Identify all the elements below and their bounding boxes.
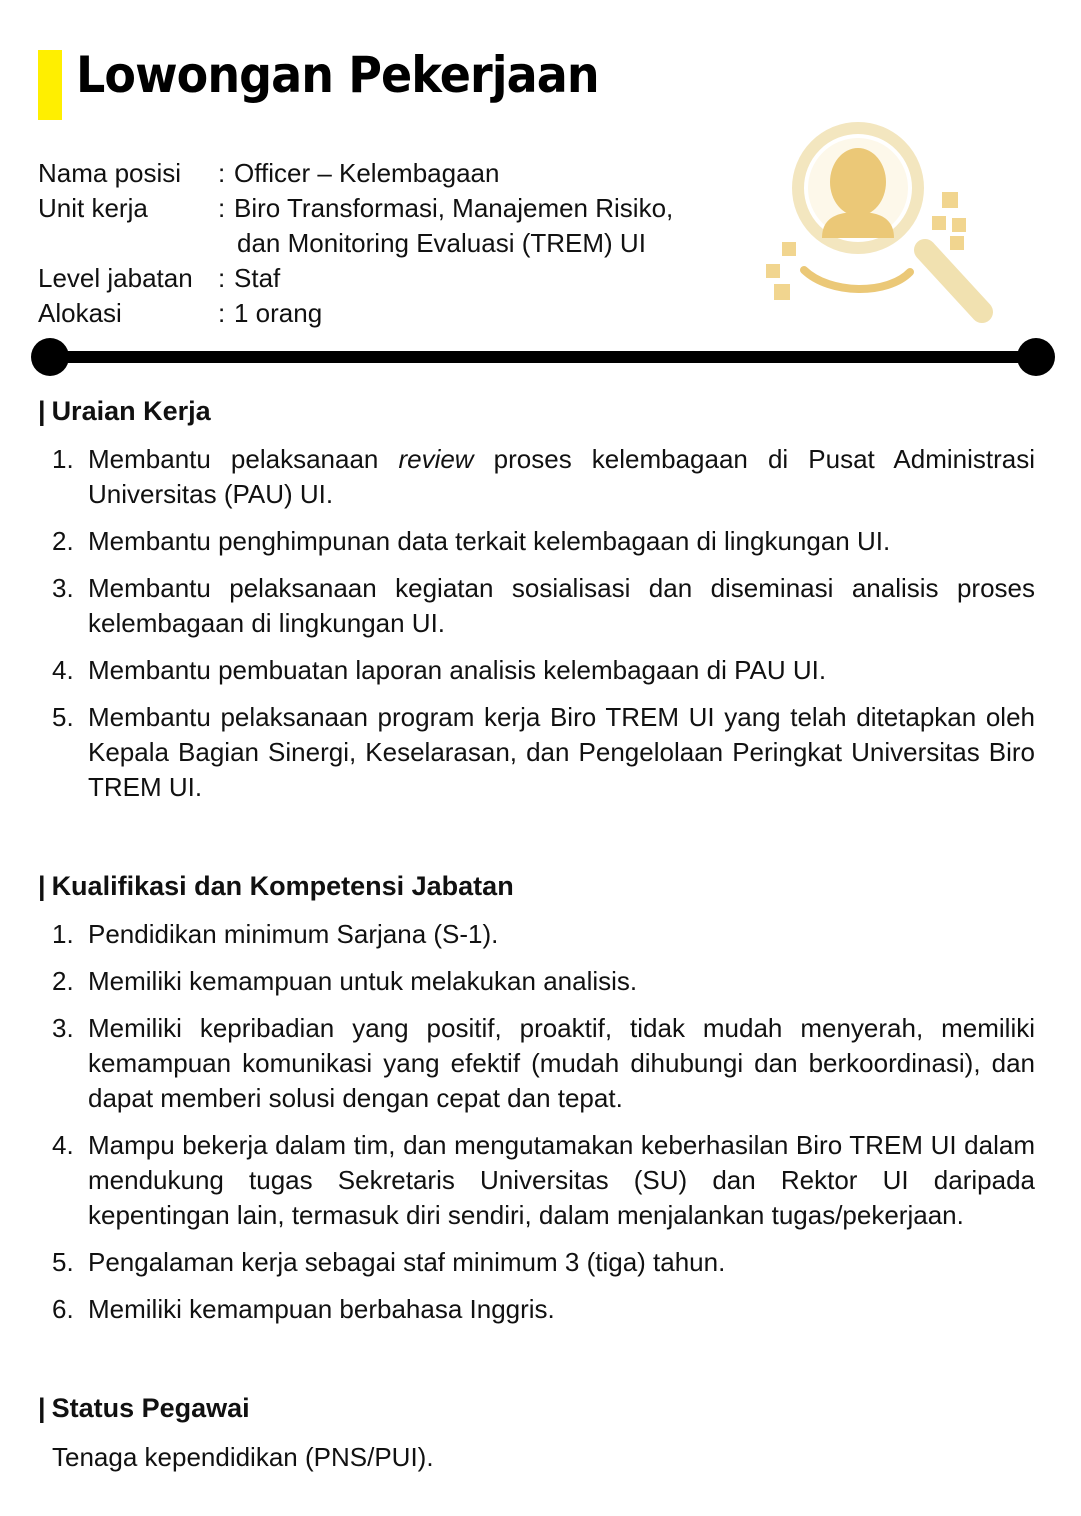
info-row-allocation [38, 296, 714, 331]
list-text: Membantu pelaksanaan program kerja Biro TREM UI yang telah ditetapkan oleh Kepala Bagian Sinergi, Keselarasan, dan Pengelolaan Peringkat Universitas Biro TREM UI. [88, 702, 1035, 802]
section-heading-status [38, 1393, 250, 1424]
heading-text: Status Pegawai [51, 1393, 250, 1423]
list-item [52, 442, 1035, 512]
info-value: Biro Transformasi, Manajemen Risiko, [234, 193, 674, 223]
list-number: 4. [52, 655, 74, 685]
list-text: Membantu pembuatan laporan analisis kelembagaan di PAU UI. [88, 655, 827, 685]
heading-pipe: | [38, 396, 46, 426]
list-item [52, 700, 1035, 805]
list-item [52, 964, 1035, 999]
list-item [52, 571, 1035, 641]
section-heading-kualifikasi [38, 871, 514, 902]
info-value: Officer – Kelembagaan [234, 158, 500, 188]
info-value: 1 orang [234, 298, 323, 328]
list-number: 3. [52, 1013, 74, 1043]
list-text-part: proses kelembagaan di Pusat Administrasi Universitas (PAU) UI. [88, 444, 1035, 509]
info-row-position [38, 156, 714, 191]
info-separator: : [218, 158, 226, 188]
list-number: 2. [52, 966, 74, 996]
list-item [52, 1245, 1035, 1280]
list-text-part: Membantu pelaksanaan [88, 444, 399, 474]
list-text: Mampu bekerja dalam tim, dan mengutamakan keberhasilan Biro TREM UI dalam mendukung tugas Sekretaris Universitas (SU) dan Rektor UI daripada kepentingan lain, termasuk diri sendiri, dalam menjalankan tugas/pekerjaan. [88, 1130, 1035, 1230]
list-text: Pendidikan minimum Sarjana (S-1). [88, 919, 499, 949]
list-number: 5. [52, 1247, 74, 1277]
info-separator: : [218, 193, 226, 223]
list-item [52, 1128, 1035, 1233]
status-text: Tenaga kependidikan (PNS/PUI). [52, 1442, 434, 1472]
heading-text: Uraian Kerja [51, 396, 211, 426]
list-number: 1. [52, 919, 74, 949]
info-separator: : [218, 298, 226, 328]
list-item [52, 1292, 1035, 1327]
kualifikasi-list [52, 917, 1035, 1339]
list-number: 6. [52, 1294, 74, 1324]
list-item [52, 524, 1035, 559]
info-label: Nama posisi [38, 158, 182, 188]
list-text: Membantu penghimpunan data terkait kelembagaan di lingkungan UI. [88, 526, 891, 556]
info-label: Unit kerja [38, 193, 148, 223]
info-value-continuation: dan Monitoring Evaluasi (TREM) UI [237, 228, 646, 258]
uraian-list [52, 442, 1035, 817]
list-text-italic: review [398, 444, 474, 474]
list-number: 3. [52, 573, 74, 603]
list-text [88, 442, 1035, 512]
heading-text: Kualifikasi dan Kompetensi Jabatan [51, 871, 514, 901]
list-text: Memiliki kemampuan untuk melakukan analisis. [88, 966, 638, 996]
info-separator: : [218, 263, 226, 293]
info-value: Staf [234, 263, 281, 293]
info-label: Level jabatan [38, 263, 193, 293]
list-item [52, 1011, 1035, 1116]
list-number: 2. [52, 526, 74, 556]
divider-line [30, 338, 1056, 376]
list-text: Pengalaman kerja sebagai staf minimum 3 (tiga) tahun. [88, 1247, 726, 1277]
heading-pipe: | [38, 1393, 46, 1423]
list-text: Memiliki kepribadian yang positif, proaktif, tidak mudah menyerah, memiliki kemampuan komunikasi yang efektif (mudah dihubungi dan berkoordinasi), dan dapat memberi solusi dengan cepat dan tepat. [88, 1013, 1035, 1113]
magnifier-person-icon [760, 120, 1000, 332]
info-value-unit [234, 191, 714, 261]
info-label: Alokasi [38, 298, 122, 328]
list-item [52, 653, 1035, 688]
position-info [38, 156, 714, 331]
info-row-unit [38, 191, 714, 261]
list-number: 1. [52, 444, 74, 474]
list-number: 4. [52, 1130, 74, 1160]
list-item [52, 917, 1035, 952]
section-heading-uraian [38, 396, 211, 427]
list-text: Memiliki kemampuan berbahasa Inggris. [88, 1294, 555, 1324]
list-number: 5. [52, 702, 74, 732]
heading-pipe: | [38, 871, 46, 901]
title-accent-bar [38, 50, 62, 120]
list-text: Membantu pelaksanaan kegiatan sosialisasi dan diseminasi analisis proses kelembagaan di lingkungan UI. [88, 573, 1035, 638]
page-title: Lowongan Pekerjaan [76, 46, 599, 104]
info-row-level [38, 261, 714, 296]
